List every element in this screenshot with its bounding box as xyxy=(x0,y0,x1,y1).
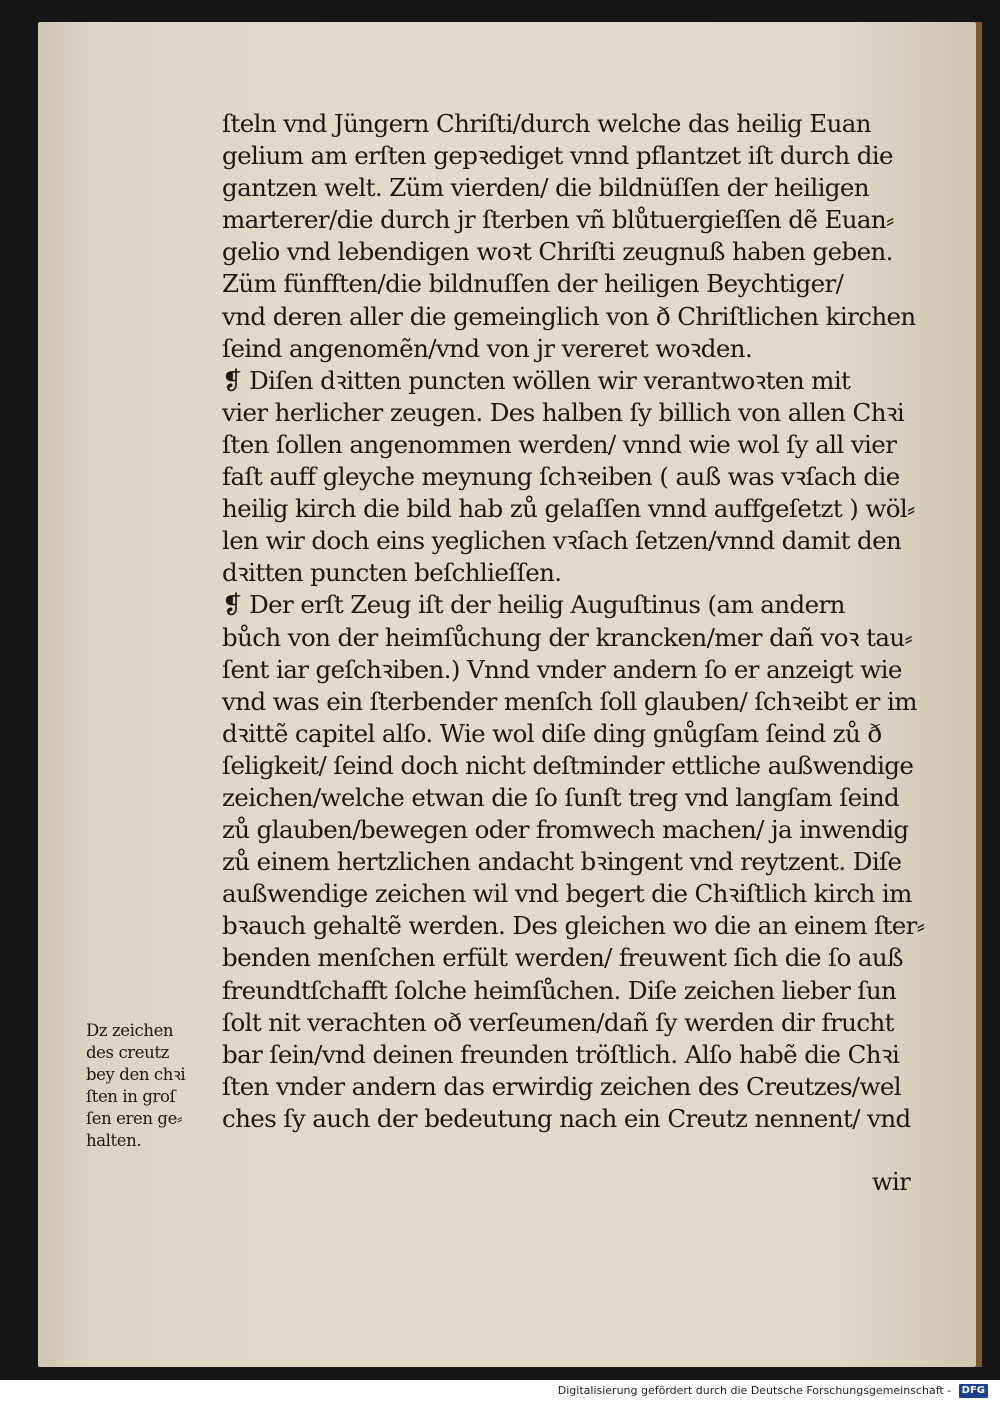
text-line: ſolt nit verachten oð verſeumen/dañ ſy werden dir frucht xyxy=(222,1007,894,1037)
text-line: gelium am erſten gepꝛediget vnnd pflantzet iſt durch die xyxy=(222,141,893,171)
text-line: ſten vnder andern das erwirdig zeichen des Creutzes/wel xyxy=(222,1071,901,1101)
text-line: ches ſy auch der bedeutung nach ein Creutz nennent/ vnd xyxy=(222,1103,911,1133)
text-line: bar ſein/vnd deinen freunden tröſtlich. Alſo habẽ die Chꝛi xyxy=(222,1039,900,1069)
footer-credit: Digitalisierung gefördert durch die Deutsche Forschungsgemeinschaft - xyxy=(557,1384,952,1397)
text-line: heilig kirch die bild hab zů gelaſſen vnnd auffgeſetzt ) wöl⸗ xyxy=(222,494,915,524)
text-line: benden menſchen erfült werden/ freuwent ſich die ſo auß xyxy=(222,943,903,973)
marginal-note-line: ſen eren ge⸗ xyxy=(86,1109,183,1128)
page-edge xyxy=(976,22,982,1367)
text-line: dꝛitten puncten beſchlieſſen. xyxy=(222,558,562,588)
text-line: marterer/die durch jr ſterben vñ blůtuergieſſen dẽ Euan⸗ xyxy=(222,205,894,235)
text-line: zů einem hertzlichen andacht bꝛingent vnd reytzent. Diſe xyxy=(222,847,902,877)
body-text-block xyxy=(222,108,928,1135)
marginal-note-line: halten. xyxy=(86,1131,142,1150)
text-line: gantzen welt. Züm vierden/ die bildnüſſen der heiligen xyxy=(222,173,869,203)
dfg-logo-icon: DFG xyxy=(959,1384,988,1398)
catchword: wir xyxy=(872,1168,911,1196)
text-line: ❡ Der erſt Zeug iſt der heilig Auguſtinus (am andern xyxy=(222,590,845,620)
text-line: ſten ſollen angenommen werden/ vnnd wie wol ſy all vier xyxy=(222,429,897,459)
text-line: dꝛittẽ capitel alſo. Wie wol diſe ding gnůgſam ſeind zů ð xyxy=(222,718,882,748)
text-line: ſent iar geſchꝛiben.) Vnnd vnder andern ſo er anzeigt wie xyxy=(222,654,902,684)
text-line: bůch von der heimſůchung der krancken/mer dañ voꝛ tau⸗ xyxy=(222,622,913,652)
text-line: ſteln vnd Jüngern Chriſti/durch welche das heilig Euan xyxy=(222,109,871,138)
text-line: ſeligkeit/ ſeind doch nicht deſtminder ettliche außwendige xyxy=(222,750,914,780)
marginal-note-line: des creutz xyxy=(86,1043,169,1062)
text-line: Züm fünfften/die bildnuſſen der heiligen Beychtiger/ xyxy=(222,269,844,299)
text-line: bꝛauch gehaltẽ werden. Des gleichen wo die an einem ſter⸗ xyxy=(222,911,925,941)
text-line: vier herlicher zeugen. Des halben ſy billich von allen Chꝛi xyxy=(222,397,905,427)
footer xyxy=(0,1384,988,1404)
text-line: zů glauben/bewegen oder fromwech machen/ ja inwendig xyxy=(222,815,909,845)
text-line: außwendige zeichen wil vnd begert die Chꝛiſtlich kirch im xyxy=(222,879,912,909)
text-line: ſeind angenomẽn/vnd von jr vereret woꝛden. xyxy=(222,333,753,363)
text-line: zeichen/welche etwan die ſo ſunſt treg vnd langſam ſeind xyxy=(222,782,900,812)
marginal-note xyxy=(86,1020,208,1152)
marginal-note-line: Dz zeichen xyxy=(86,1021,174,1040)
text-line: gelio vnd lebendigen woꝛt Chriſti zeugnuß haben geben. xyxy=(222,237,893,267)
marginal-note-line: ſten in groſ xyxy=(86,1087,176,1106)
text-line: freundtſchafft ſolche heimſůchen. Diſe zeichen lieber ſun xyxy=(222,975,897,1005)
text-line: ❡ Diſen dꝛitten puncten wöllen wir verantwoꝛten mit xyxy=(222,365,851,395)
marginal-note-line: bey den chꝛi xyxy=(86,1065,186,1084)
text-line: vnd was ein ſterbender menſch ſoll glauben/ ſchꝛeibt er im xyxy=(222,686,917,716)
text-line: faſt auff gleyche meynung ſchꝛeiben ( auß was vꝛſach die xyxy=(222,462,900,492)
text-line: len wir doch eins yeglichen vꝛſach ſetzen/vnnd damit den xyxy=(222,526,902,556)
text-line: vnd deren aller die gemeinglich von ð Chriſtlichen kirchen xyxy=(222,301,916,331)
